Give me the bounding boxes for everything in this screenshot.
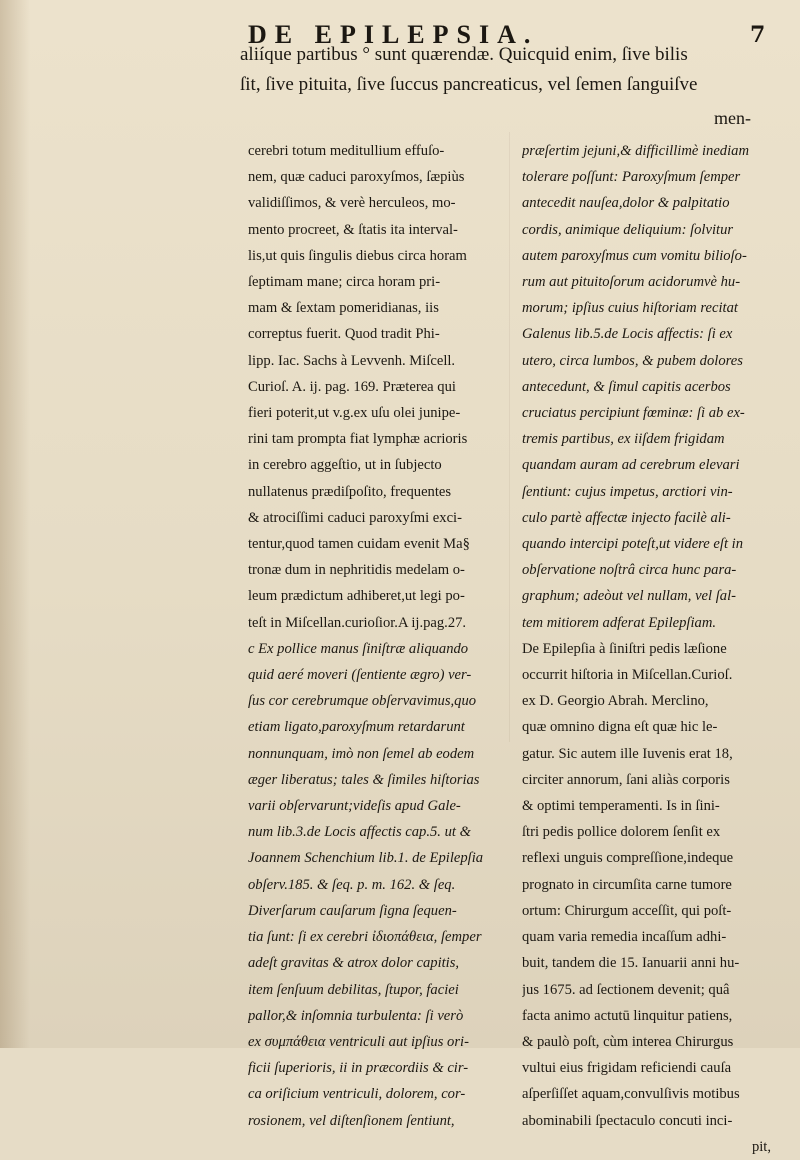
text-line: cordis, animique deliquium: ſolvitur [522,221,734,238]
text-line: circiter annorum, ſani aliàs corporis [522,771,730,788]
full-width-line-2: ſit, ſive pituita, ſive ſuccus pancreaticus, vel ſemen ſanguiſve [240,74,698,95]
text-line: quam varia remedia incaſſum adhi- [522,929,727,946]
text-line: ca oriſicium ventriculi, dolorem, cor- [248,1086,466,1103]
text-line: quid aeré moveri (ſentiente ægro) ver- [248,667,472,684]
text-line: tremis partibus, ex iiſdem frigidam [522,431,725,448]
text-line: ficii ſuperioris, ii in præcordiis & cir- [248,1060,469,1077]
text-line: morum; ipſius cuius hiſtoriam recitat [522,300,738,317]
text-line: ex συμπάθεια ventriculi aut ipſius ori- [248,1033,469,1050]
text-line: antecedit nauſea,dolor & palpitatio [522,195,730,212]
text-line: ſeptimam mane; circa horam pri- [248,274,441,291]
text-line: in cerebro aggeſtio, ut in ſubjecto [248,457,442,474]
text-line: abominabili ſpectaculo concuti inci- [522,1112,733,1129]
catchword: men- [714,108,751,128]
text-line: tem mitiorem adferat Epilepſiam. [522,614,717,631]
text-line: mam & ſextam pomeridianas, iis [248,300,439,317]
text-line: nullatenus prædiſpoſito, frequentes [248,483,452,500]
text-line: rini tam prompta fiat lymphæ acrioris [248,431,468,448]
text-line: ſtri pedis pollice dolorem ſenſit ex [522,824,721,841]
text-line: aſperſiſſet aquam,convulſivis motibus [522,1086,740,1103]
text-line: jus 1675. ad ſectionem devenit; quâ [522,981,730,998]
text-line: Curioſ. A. ij. pag. 169. Præterea qui [248,378,456,395]
text-line: & paulò poſt, cùm interea Chirurgus [522,1033,734,1050]
page-edge-shadow [0,0,30,1048]
text-line: rum aut pituitoſorum acidorumvè hu- [522,274,741,291]
text-line: æger liberatus; tales & ſimiles hiſtorias [248,771,480,788]
text-line: validiſſimos, & verè herculeos, mo- [248,195,456,212]
text-line: ſentiunt: cujus impetus, arctiori vin- [522,483,733,500]
text-line: quæ omnino digna eſt quæ hic le- [522,719,718,736]
text-line: ex D. Georgio Abrah. Merclino, [522,693,709,710]
page-number: 7 [750,22,766,48]
text-line: correptus fuerit. Quod tradit Phi- [248,326,440,343]
text-line: cerebri totum meditullium effuſo- [248,143,445,159]
text-line: culo partè affectæ injecto facilè ali- [522,509,731,526]
text-line: buit, tandem die 15. Ianuarii anni hu- [522,955,740,972]
text-line: tia ſunt: ſi ex cerebri ἰδιοπάθεια, ſemper [248,929,482,946]
text-line: occurrit hiſtoria in Miſcellan.Curioſ. [522,667,733,684]
text-line: pit, [751,1138,771,1155]
text-line: nonnunquam, imò non ſemel ab eodem [248,745,475,762]
text-line: teſt in Miſcellan.curioſior.A ij.pag.27. [248,614,467,631]
running-head: DE EPILEPSIA. [248,20,539,49]
text-line: autem paroxyſmus cum vomitu bilioſo- [522,247,747,264]
text-line: obſervatione noſtrâ circa hunc para- [522,562,737,579]
text-line: graphum; adeòut vel nullam, vel ſal- [522,588,736,605]
text-line: facta animo actutū linquitur patiens, [522,1007,733,1024]
text-line: & atrociſſimi caduci paroxyſmi exci- [248,509,462,526]
text-line: tronæ dum in nephritidis medelam o- [248,562,465,579]
text-line: prognato in circumſita carne tumore [522,876,732,893]
text-line: cruciatus percipiunt fœminæ: ſi ab ex- [522,405,745,422]
text-line: etiam ligato,paroxyſmum retardarunt [248,719,465,736]
text-line: Galenus lib.5.de Locis affectis: ſi ex [522,326,733,343]
text-line: fieri poterit,ut v.g.ex uſu olei junipe- [248,405,461,422]
text-line: item ſenſuum debilitas, ſtupor, faciei [248,981,459,998]
text-line: quandam auram ad cerebrum elevari [522,457,740,474]
text-line: De Epilepſia à ſiniſtri pedis læſione [522,640,727,657]
text-line: tolerare poſſunt: Paroxyſmum ſemper [522,169,741,186]
text-line: pallor,& inſomnia turbulenta: ſi verò [248,1007,464,1024]
text-line: reflexi unguis compreſſione,indeque [522,850,734,867]
text-line: gatur. Sic autem ille Iuvenis erat 18, [522,745,733,762]
text-line: ortum: Chirurgum acceſſit, qui poſt- [522,902,732,919]
text-line: tentur,quod tamen cuidam evenit Ma§ [248,536,470,553]
full-width-line-1: aliíque partibus ° sunt quærendæ. Quicquid enim, ſive bilis [240,44,688,65]
text-line: quando intercipi poteſt,ut videre eſt in [522,536,744,553]
text-line: lis,ut quis ſingulis diebus circa horam [248,247,467,264]
text-line: antecedunt, & ſimul capitis acerbos [522,378,731,395]
text-line: ſus cor cerebrumque obſervavimus,quo [248,693,477,710]
left-text-column [248,138,503,1134]
text-line: c Ex pollice manus ſiniſtræ aliquando [248,640,469,657]
text-line: adeſt gravitas & atrox dolor capitis, [248,955,460,972]
text-line: Diverſarum cauſarum ſigna ſequen- [248,902,457,919]
text-line: leum prædictum adhiberet,ut legi po- [248,588,465,605]
text-line: vultui eius frigidam reficiendi cauſa [522,1060,732,1077]
text-line: utero, circa lumbos, & pubem dolores [522,352,743,369]
text-line: & optimi temperamenti. Is in ſini- [522,798,720,815]
text-line: præſertim jejuni,& difficillimè inediam [522,143,749,159]
text-line: rosionem, vel diſtenſionem ſentiunt, [248,1112,455,1129]
column-gutter [509,132,510,742]
text-line: nem, quæ caduci paroxyſmos, ſæpiùs [248,169,465,186]
text-line: varii obſervarunt;videſis apud Gale- [248,798,461,815]
text-line: Joannem Schenchium lib.1. de Epilepſia [248,850,484,867]
text-line: mento procreet, & ſtatis ita interval- [248,221,458,238]
text-line: obſerv.185. & ſeq. p. m. 162. & ſeq. [248,876,456,893]
right-text-column [522,138,777,1160]
text-line: lipp. Iac. Sachs à Levvenh. Miſcell. [248,352,456,369]
text-line: num lib.3.de Locis affectis cap.5. ut & [248,824,471,841]
